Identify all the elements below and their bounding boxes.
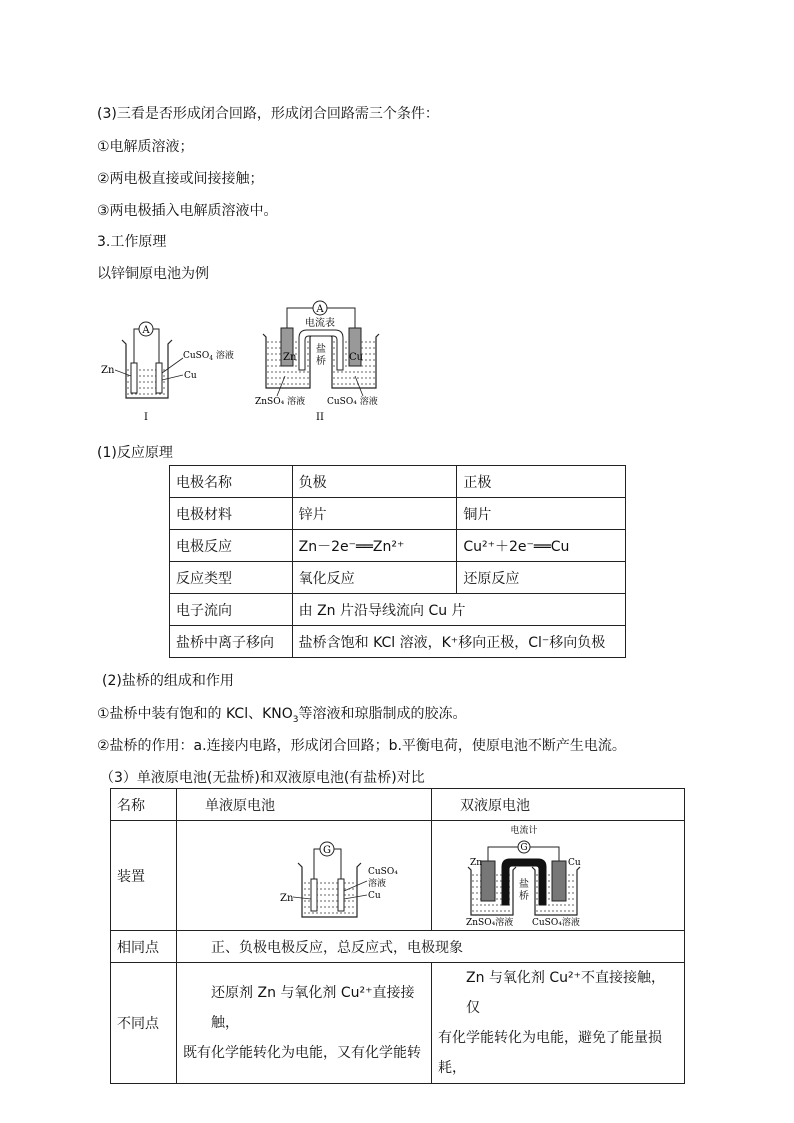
ammeter-name: 电流表 [305,318,335,329]
row-header: 盐桥中离子移向 [170,626,293,658]
galvanometer-label: G [520,843,528,853]
table-row [170,530,626,562]
cell: 正、负极电极反应，总反应式，电极现象 [177,931,685,963]
figure-single-cell [95,318,245,428]
cell: Cu²⁺＋2e⁻══Cu [457,530,626,562]
cu-electrode [552,861,566,901]
cuso4-label: CuSO₄溶液 [532,918,580,926]
zn-label: Zn [283,352,297,363]
cell: 还原反应 [457,562,626,594]
salt-bridge-title: (2)盐桥的组成和作用 [102,673,234,689]
zn-electrode [481,861,495,901]
single-cell-diagram [177,821,430,926]
cell: 氧化反应 [292,562,457,594]
table-row [170,498,626,530]
condition-1: ①电解质溶液； [97,139,194,155]
zn-label: Zn [101,365,115,376]
bridge-label-1: 盐 [316,344,326,355]
table-row [111,789,685,821]
diff-double-line-2: 有化学能转化为电能，避免了能量损耗， [438,1030,663,1076]
cu-label: Cu [368,891,381,901]
header-cell: 名称 [111,789,177,821]
reaction-principle-title: (1)反应原理 [97,445,173,461]
table-row [170,562,626,594]
figure-double-cell [255,298,395,426]
example-text: 以锌铜原电池为例 [97,266,209,282]
row-header: 不同点 [111,963,177,1084]
table-row [111,821,685,931]
cu-label: Cu [349,352,364,363]
row-header: 电极名称 [170,466,293,498]
cu-label: Cu [184,371,197,381]
cell: Zn－2e⁻══Zn²⁺ [292,530,457,562]
cell [177,963,432,1084]
table-row [111,963,685,1084]
cell [432,963,685,1084]
diff-single-line-1: 还原剂 Zn 与氧化剂 Cu²⁺直接接触， [211,985,415,1031]
table-row [111,931,685,963]
row-header: 装置 [111,821,177,931]
row-header: 电极材料 [170,498,293,530]
cell: 铜片 [457,498,626,530]
figure-number: II [316,412,324,423]
composition-text: ①盐桥中装有饱和的 KCl、KNO [97,706,293,722]
bridge-label-1: 盐 [519,879,530,890]
salt-bridge-function: ②盐桥的作用：a.连接内电路，形成闭合回路；b.平衡电荷，使原电池不断产生电流。 [97,738,626,754]
zn-electrode [311,879,317,911]
comparison-title: （3）单液原电池(无盐桥)和双液原电池(有盐桥)对比 [100,770,425,786]
cell: 锌片 [292,498,457,530]
composition-text-end: 等溶液和琼脂制成的胶冻。 [298,706,467,722]
table-row [170,594,626,626]
ammeter-label: A [142,325,150,336]
diff-double-line-1: Zn 与氧化剂 Cu²⁺不直接接触，仅 [466,970,666,1016]
cuso4-label: CuSO₄ 溶液 [327,397,378,407]
condition-heading: (3)三看是否形成闭合回路，形成闭合回路需三个条件： [97,106,439,122]
row-header: 电子流向 [170,594,293,626]
cell: 负极 [292,466,457,498]
galvanometer-name: 电流计 [510,826,538,836]
zn-label: Zn [470,858,483,868]
subscript: 3 [292,714,299,725]
single-cell-figure-cell [177,821,432,931]
section-title: 3.工作原理 [97,234,167,250]
row-header: 电极反应 [170,530,293,562]
double-cell-diagram [432,821,683,926]
znso4-label: ZnSO₄ 溶液 [255,397,306,407]
row-header: 相同点 [111,931,177,963]
cuso4-label: CuSO₄ [368,867,398,877]
zn-electrode [131,363,137,393]
table-row [170,466,626,498]
figure-number: I [144,412,148,423]
bridge-label-2: 桥 [519,891,530,902]
reaction-principle-table [169,465,626,658]
cell: 正极 [457,466,626,498]
double-cell-figure-cell [432,821,685,931]
bridge-label-2: 桥 [316,356,326,367]
cell: 由 Zn 片沿导线流向 Cu 片 [292,594,625,626]
cu-electrode [338,879,344,911]
condition-3: ③两电极插入电解质溶液中。 [97,203,278,219]
galvanometer-label: G [323,845,332,856]
ammeter-label: A [316,304,324,315]
comparison-table [110,788,685,1084]
salt-bridge-composition [97,703,467,725]
solution-label: 溶液 [368,879,387,889]
zn-label: Zn [280,893,294,904]
znso4-label: ZnSO₄溶液 [466,918,514,926]
cu-electrode [156,363,162,393]
header-cell: 双液原电池 [432,789,685,821]
table-row [170,626,626,658]
diff-single-line-2: 既有化学能转化为电能，又有化学能转 [183,1045,422,1061]
row-header: 反应类型 [170,562,293,594]
cu-label: Cu [568,858,581,868]
condition-2: ②两电极直接或间接接触； [97,171,264,187]
cuso4-label: CuSO$_4$ 溶液 [183,351,234,362]
cell: 盐桥含饱和 KCl 溶液，K⁺移向正极，Cl⁻移向负极 [292,626,625,658]
header-cell: 单液原电池 [177,789,432,821]
